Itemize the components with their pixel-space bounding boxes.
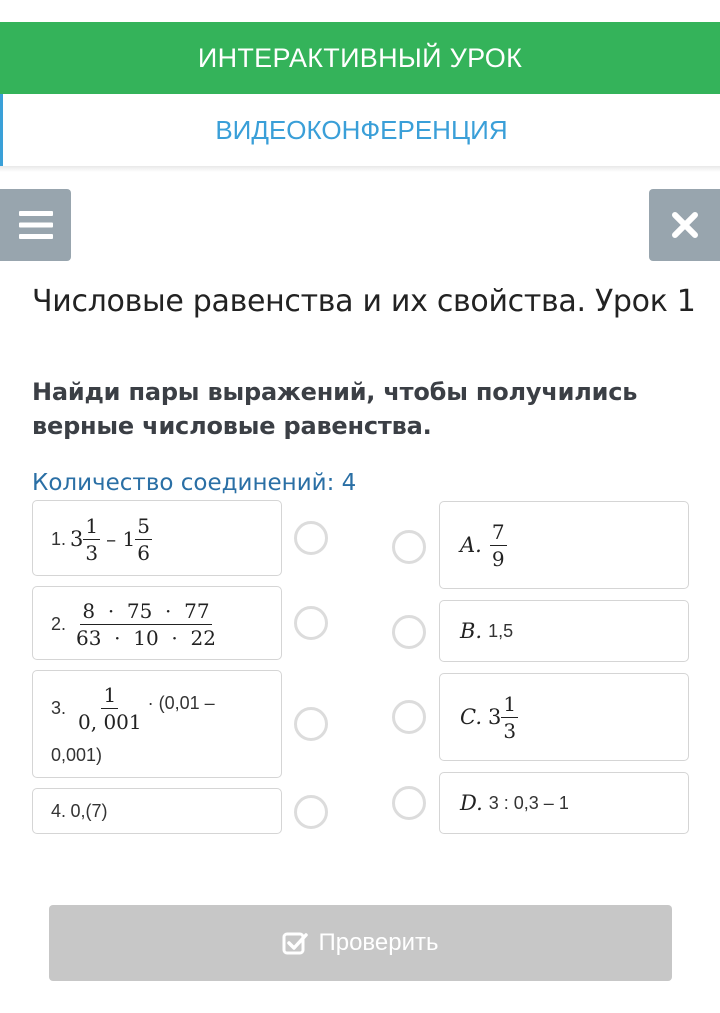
right-item-d-letter: D.: [460, 791, 483, 815]
right-item-b-letter: B.: [460, 619, 483, 643]
right-item-d-text: 3 : 0,3 – 1: [488, 792, 569, 813]
left-item-1-operator: – 1: [106, 527, 136, 551]
right-item-d[interactable]: [439, 772, 689, 834]
left-item-4-text: 0,(7): [70, 801, 108, 821]
left-radio-2[interactable]: [294, 606, 328, 640]
left-item-2-number: 2.: [51, 613, 67, 634]
left-item-2[interactable]: [32, 586, 282, 660]
right-item-b-text: 1,5: [488, 620, 514, 641]
left-item-2-fraction: $\frac{8 \cdot 75 \cdot 77}{63 \cdot 10 \cdot 22}$: [76, 598, 216, 650]
interactive-lesson-label: ИНТЕРАКТИВНЫЙ УРОК: [197, 42, 523, 73]
left-radio-3[interactable]: [294, 707, 328, 741]
banner-shadow: [0, 166, 720, 172]
right-radio-d[interactable]: [392, 786, 426, 820]
right-radio-c[interactable]: [392, 700, 426, 734]
right-item-b[interactable]: [439, 600, 689, 662]
checkbox-icon: [282, 930, 308, 956]
right-item-a[interactable]: [439, 501, 689, 589]
task-instruction: Найди пары выражений, чтобы получились верные числовые равенства.: [32, 378, 638, 440]
left-item-3-fraction: $\frac{1}{0, 001}$: [78, 682, 142, 734]
right-item-c[interactable]: [439, 673, 689, 761]
video-conference-banner[interactable]: [0, 94, 720, 166]
lesson-title: Числовые равенства и их свойства. Урок 1: [32, 284, 696, 319]
close-icon: [671, 211, 699, 239]
left-item-3-number: 3.: [51, 697, 67, 718]
left-radio-4[interactable]: [294, 795, 328, 829]
video-conference-label: ВИДЕОКОНФЕРЕНЦИЯ: [215, 114, 508, 145]
left-item-1-fraction-b: $\frac{5}{6}$: [137, 513, 150, 565]
right-item-c-fraction: $\frac{1}{3}$: [503, 691, 517, 743]
right-radio-b[interactable]: [392, 615, 426, 649]
right-item-a-letter: A.: [460, 533, 482, 557]
left-item-1-number: 1.: [51, 528, 67, 549]
left-item-4[interactable]: [32, 788, 282, 834]
top-strip: [0, 0, 720, 22]
left-item-3[interactable]: [32, 670, 282, 778]
close-button[interactable]: [649, 189, 720, 261]
hamburger-menu-icon: [19, 211, 53, 239]
left-item-3-tail: · (0,01 –: [147, 692, 215, 713]
check-button[interactable]: [49, 905, 672, 981]
left-item-4-number: 4.: [51, 801, 67, 821]
right-item-c-whole: 3: [488, 705, 502, 729]
left-item-1[interactable]: [32, 500, 282, 576]
menu-button[interactable]: [0, 189, 71, 261]
right-item-c-letter: C.: [460, 705, 482, 729]
connections-count: Количество соединений: 4: [32, 470, 357, 496]
interactive-lesson-banner[interactable]: [0, 22, 720, 94]
right-item-a-fraction: $\frac{7}{9}$: [491, 519, 505, 571]
right-radio-a[interactable]: [392, 530, 426, 564]
left-item-1-fraction-a: $\frac{1}{3}$: [85, 513, 99, 565]
left-radio-1[interactable]: [294, 521, 328, 555]
left-item-3-tail-line2: 0,001): [51, 745, 103, 765]
check-button-label: Проверить: [318, 929, 439, 956]
left-item-1-whole: 3: [70, 527, 84, 551]
